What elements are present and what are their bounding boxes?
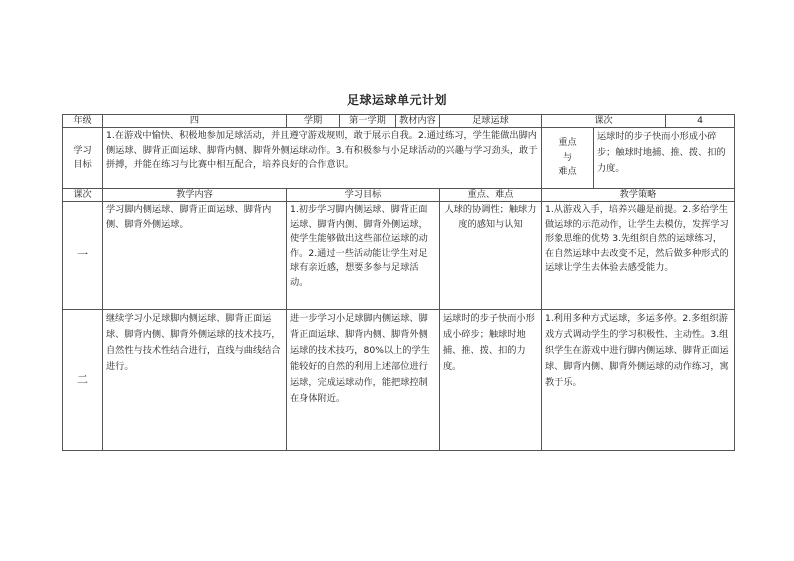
grade-value: 四: [103, 115, 287, 128]
header-key-points: 重点、难点: [440, 189, 542, 202]
header-strategy: 教学策略: [542, 189, 735, 202]
lesson-objectives: 1.初步学习脚内侧运球、脚背正面运球、脚背内侧、脚背外侧运球，使学生能够做出这些部位运球的动作。2.通过一些活动能让学生对足球有亲近感，想要多参与足球活动。: [287, 202, 440, 310]
goals-row: [63, 128, 735, 189]
lesson-key-points: 人球的协调性；触球力度的感知与认知: [440, 202, 542, 310]
grade-label: 年级: [63, 115, 103, 128]
key-label-1: 重点: [558, 137, 577, 149]
page-title: 足球运球单元计划: [346, 93, 447, 107]
goals-text: 1.在游戏中愉快、积极地参加足球活动，并且遵守游戏规则，敢于展示自我。2.通过练习，学生能做出脚内侧运球、脚背正面运球、脚背内侧、脚背外侧运球动作。3.有积极参与小足球活动的兴趣与学习劲头，敢于拼搏，并能在练习与比赛中相互配合，培养良好的合作意识。: [103, 128, 542, 189]
key-points-text: 运球时的步子快而小形成小碎步；触球时地捕、推、拨、扣的力度。: [594, 128, 735, 189]
lesson-objectives: 进一步学习小足球脚内侧运球、脚背正面运球、脚背内侧、脚背外侧运球的技术技巧，80%以上的学生能较好的自然的利用上述部位进行运球，完成运球动作，能把球控制在身体附近。: [287, 310, 440, 451]
lesson-strategy: 1.从游戏入手，培养兴趣是前提。2.多给学生做运球的示范动作，让学生去模仿，发挥学习形象思维的优势 3.先组织自然的运球练习，在自然运球中去改变不足，然后做多种形式的运球让学生去体验去感受能力。: [542, 202, 735, 310]
header-row: [63, 189, 735, 202]
header-content: 教学内容: [103, 189, 287, 202]
key-points-label: [542, 128, 594, 189]
lesson-number: 二: [63, 310, 103, 451]
lesson-row-2: [63, 310, 735, 451]
header-lesson: 课次: [63, 189, 103, 202]
lessons-value: 4: [666, 115, 735, 128]
content-value: 足球运球: [440, 115, 542, 128]
key-label-2: 与: [562, 151, 573, 163]
lesson-row-1: [63, 202, 735, 310]
goals-label: [63, 128, 103, 189]
goals-label-line2: 目标: [73, 159, 92, 170]
term-label: 学期: [287, 115, 340, 128]
lessons-label: 课次: [542, 115, 666, 128]
goals-label-line1: 学习: [73, 144, 92, 156]
term-value: 第一学期: [340, 115, 396, 128]
lesson-number: 一: [63, 202, 103, 310]
lesson-content: 继续学习小足球脚内侧运球、脚背正面运球、脚背内侧、脚背外侧运球的技术技巧，自然性与技术性结合进行，直线与曲线结合进行。: [103, 310, 287, 451]
header-objectives: 学习目标: [287, 189, 440, 202]
key-label-3: 难点: [558, 166, 577, 178]
content-label: 教材内容: [396, 115, 440, 128]
lesson-content: 学习脚内侧运球、脚背正面运球、脚背内侧、脚背外侧运球。: [103, 202, 287, 310]
lesson-key-points: 运球时的步子快而小形成小碎步；触球时地捕、推、拨、扣的力度。: [440, 310, 542, 451]
lesson-strategy: 1.利用多种方式运球，多运多停。2.多组织游戏方式调动学生的学习积极性、主动性。3.组织学生在游戏中进行脚内侧运球、脚背正面运球、脚背内侧、脚背外侧运球的动作练习，寓教于乐。: [542, 310, 735, 451]
info-row: [63, 115, 735, 128]
unit-plan-table: [62, 114, 735, 451]
